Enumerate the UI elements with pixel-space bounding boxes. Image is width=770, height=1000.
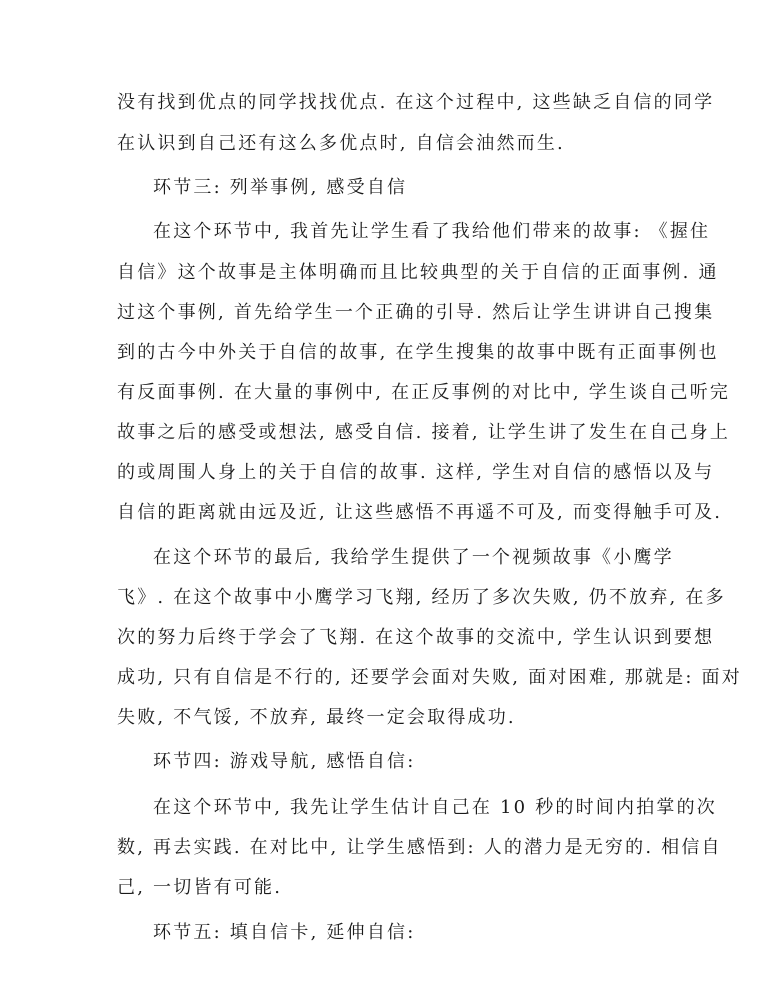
text-line: 到的古今中外关于自信的故事, 在学生搜集的故事中既有正面事例也 [117, 342, 719, 363]
text-line: 的或周围人身上的关于自信的故事. 这样, 学生对自信的感悟以及与 [117, 462, 715, 483]
section-heading: 环节五: 填自信卡, 延伸自信: [153, 922, 416, 943]
text-line: 有反面事例. 在大量的事例中, 在正反事例的对比中, 学生谈自己听完 [117, 382, 731, 403]
text-line: 在这个环节中, 我先让学生估计自己在 10 秒的时间内拍掌的次 [153, 797, 717, 818]
text-line: 自信》这个故事是主体明确而且比较典型的关于自信的正面事例. 通 [117, 262, 719, 283]
text-line: 失败, 不气馁, 不放弃, 最终一定会取得成功. [117, 707, 516, 728]
text-line: 飞》. 在这个故事中小鹰学习飞翔, 经历了多次失败, 仍不放弃, 在多 [117, 587, 726, 608]
text-line: 过这个事例, 首先给学生一个正确的引导. 然后让学生讲讲自己搜集 [117, 302, 715, 323]
text-line: 在认识到自己还有这么多优点时, 自信会油然而生. [117, 133, 565, 154]
text-line: 成功, 只有自信是不行的, 还要学会面对失败, 面对困难, 那就是: 面对 [117, 667, 742, 688]
text-line: 在这个环节中, 我首先让学生看了我给他们带来的故事: 《握住 [153, 221, 711, 242]
text-line: 没有找到优点的同学找找优点. 在这个过程中, 这些缺乏自信的同学 [117, 92, 715, 113]
section-heading: 环节四: 游戏导航, 感悟自信: [153, 751, 416, 772]
text-line: 故事之后的感受或想法, 感受自信. 接着, 让学生讲了发生在自己身上 [117, 422, 731, 443]
section-heading: 环节三: 列举事例, 感受自信 [153, 177, 408, 198]
text-line: 己, 一切皆有可能. [117, 877, 283, 898]
text-line: 在这个环节的最后, 我给学生提供了一个视频故事《小鹰学 [153, 547, 674, 568]
text-line: 数, 再去实践. 在对比中, 让学生感悟到: 人的潜力是无穷的. 相信自 [117, 837, 722, 858]
text-line: 次的努力后终于学会了飞翔. 在这个故事的交流中, 学生认识到要想 [117, 627, 715, 648]
text-line: 自信的距离就由远及近, 让这些感悟不再遥不可及, 而变得触手可及. [117, 502, 723, 523]
